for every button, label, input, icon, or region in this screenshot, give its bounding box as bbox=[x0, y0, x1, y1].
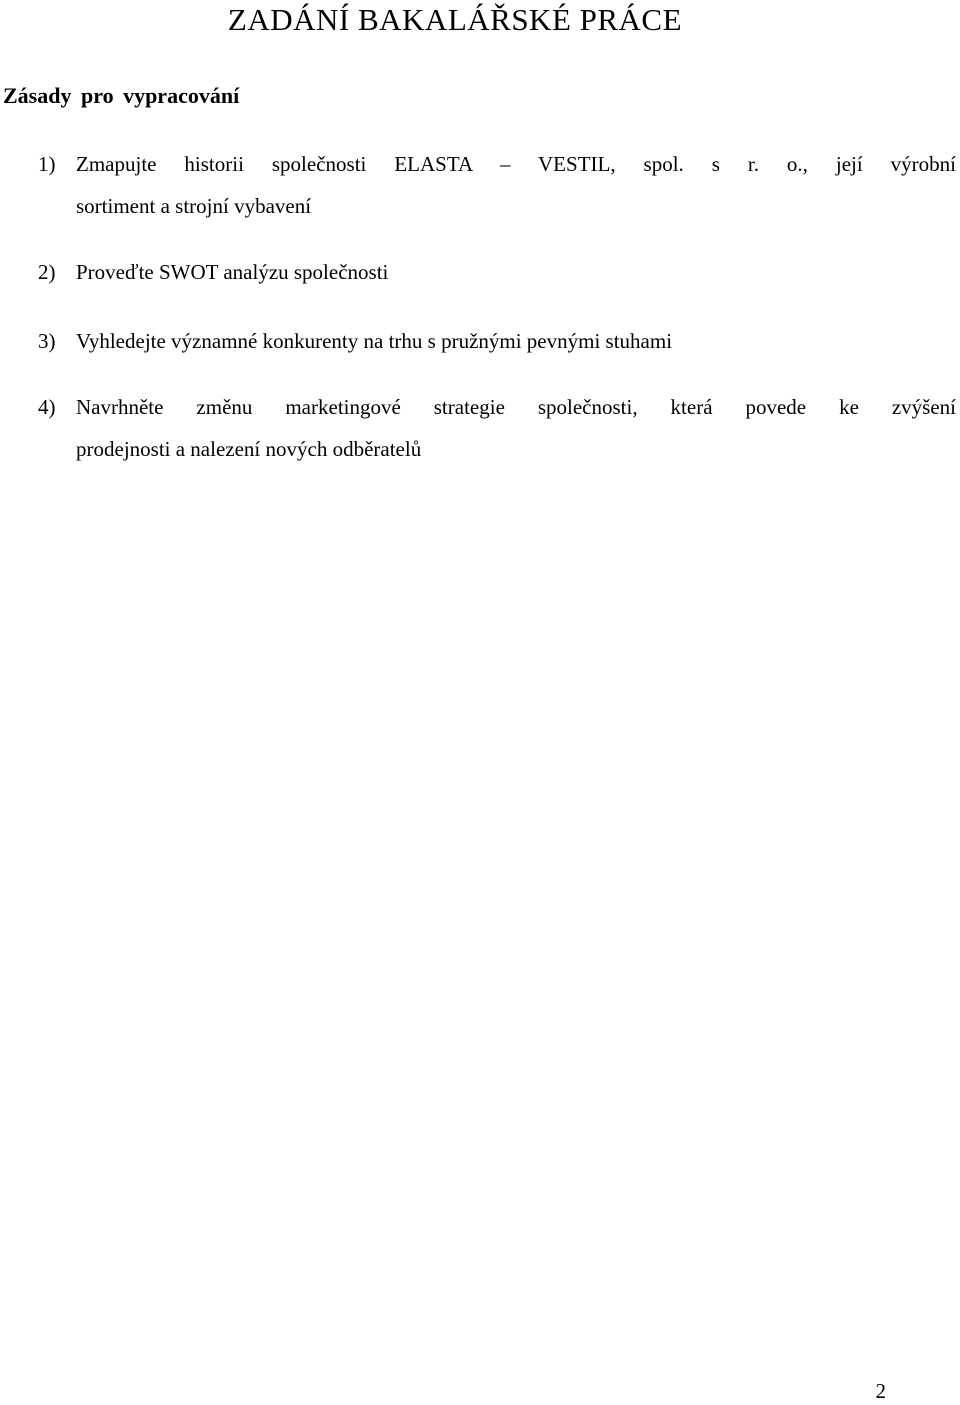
list-item-line: Navrhněte změnu marketingové strategie společnosti, která povede ke zvýšení bbox=[76, 395, 956, 419]
list-item-2 bbox=[38, 251, 956, 293]
list-item-line: Proveďte SWOT analýzu společnosti bbox=[76, 260, 389, 284]
document-title: ZADÁNÍ BAKALÁŘSKÉ PRÁCE bbox=[227, 2, 683, 37]
page-number: 2 bbox=[875, 1379, 886, 1403]
list-item-number: 1) bbox=[38, 152, 56, 176]
list-item-text bbox=[76, 143, 956, 227]
list-item-3 bbox=[38, 320, 956, 362]
list-item-line: sortiment a strojní vybavení bbox=[76, 194, 312, 218]
list-item-line: Vyhledejte významné konkurenty na trhu s pružnými pevnými stuhami bbox=[76, 329, 673, 353]
list-item-1 bbox=[38, 143, 956, 227]
list-item-number: 3) bbox=[38, 329, 56, 353]
list-item-line: Zmapujte historii společnosti ELASTA – VESTIL, spol. s r. o., její výrobní bbox=[76, 152, 956, 176]
list-item-4 bbox=[38, 386, 956, 470]
list-item-text bbox=[76, 251, 956, 293]
section-heading: Zásady pro vypracování bbox=[3, 83, 240, 108]
list-item-number: 4) bbox=[38, 395, 56, 419]
list-item-number: 2) bbox=[38, 260, 56, 284]
list-item-text bbox=[76, 386, 956, 470]
list-item-line: prodejnosti a nalezení nových odběratelů bbox=[76, 437, 422, 461]
list-item-text bbox=[76, 320, 956, 362]
